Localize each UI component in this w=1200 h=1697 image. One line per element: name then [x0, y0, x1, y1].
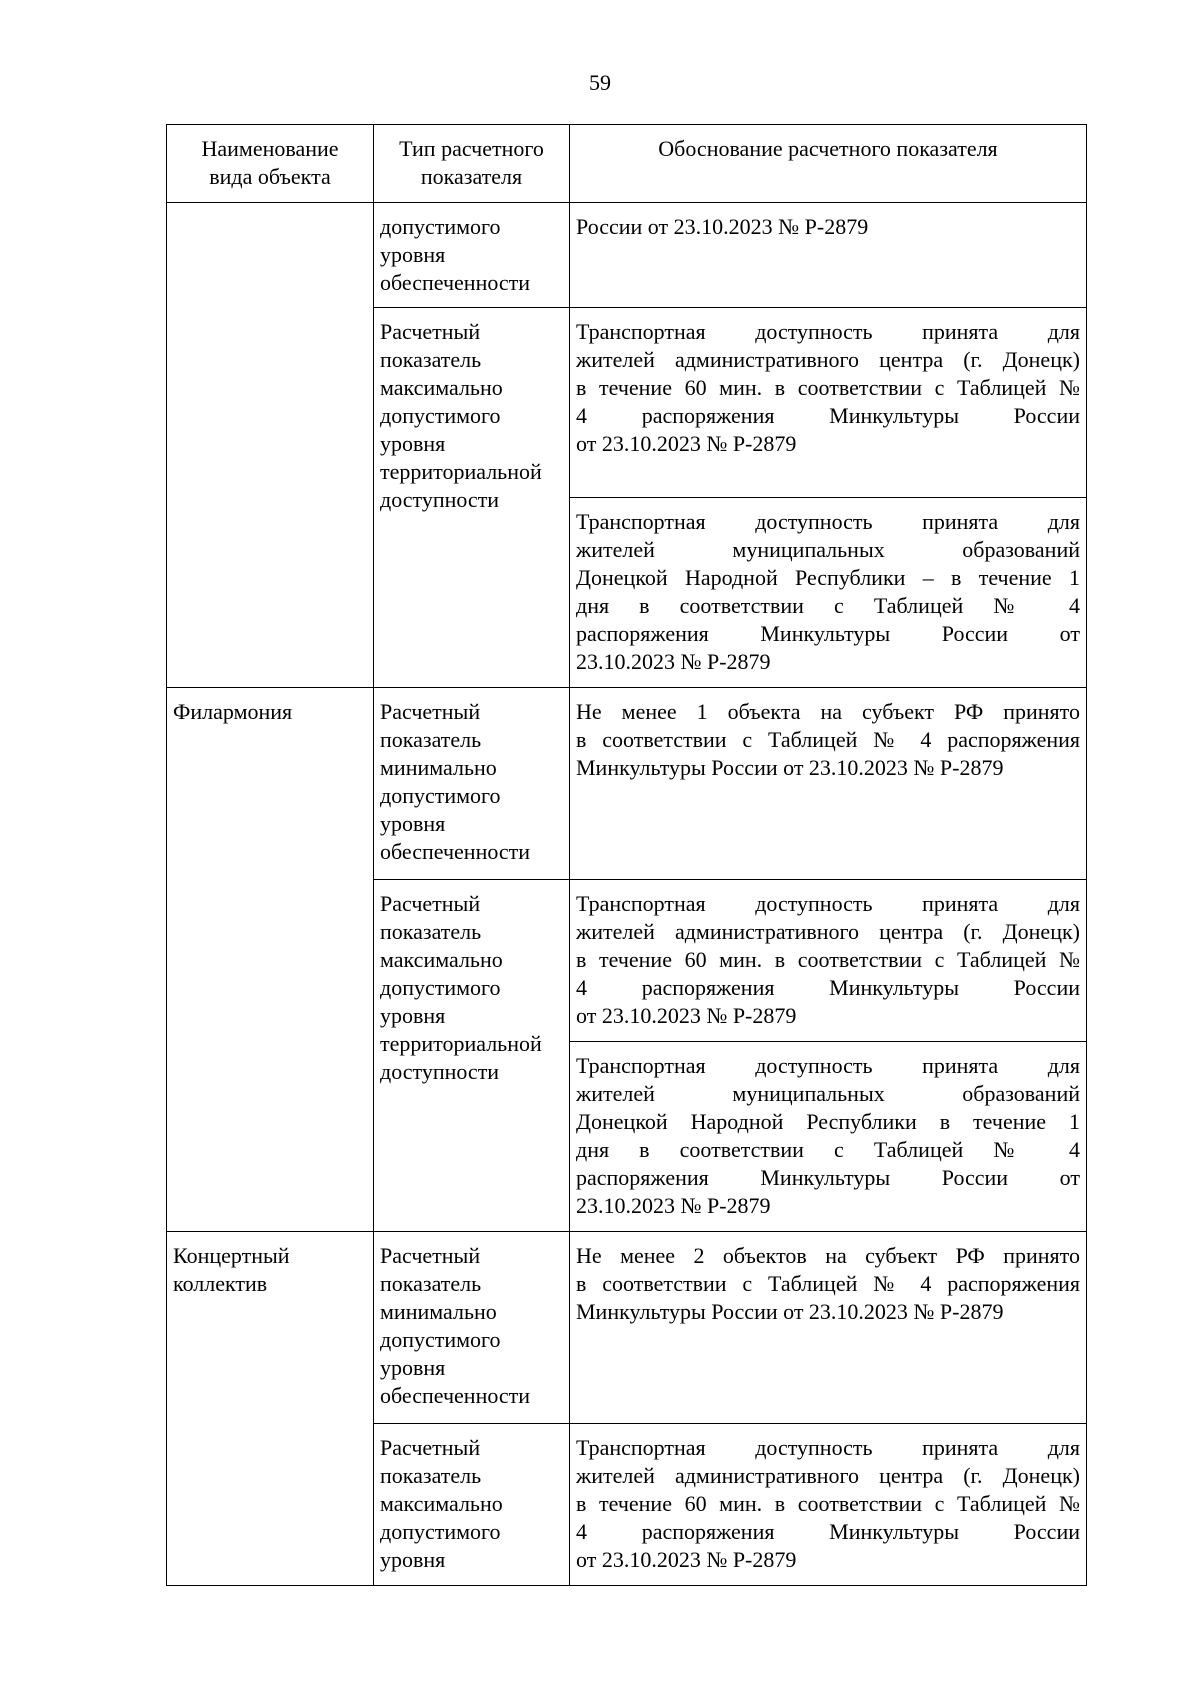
text-line: жителей муниципальных образований	[576, 1081, 1080, 1106]
text-line: от 23.10.2023 № Р-2879	[576, 1547, 797, 1572]
text-line: уровня	[380, 811, 446, 836]
text-line: допустимого	[380, 975, 501, 1000]
text-line: Донецкой Народной Республики в течение 1	[576, 1109, 1080, 1134]
text-line: Расчетный	[380, 699, 481, 724]
text-line: Транспортная доступность принята для	[576, 509, 1080, 534]
text-line: Транспортная доступность принята для	[576, 1053, 1080, 1078]
text-line: максимально	[380, 375, 503, 400]
table-row	[167, 1232, 1087, 1424]
object-name-line: коллектив	[173, 1271, 268, 1296]
indicator-type-cell	[374, 203, 570, 308]
header-basis	[570, 125, 1087, 203]
object-name: Филармония	[173, 699, 293, 724]
text-line: 4 распоряжения Минкультуры России	[576, 403, 1080, 428]
object-name-cell	[167, 1232, 374, 1586]
header-line: Наименование	[201, 136, 339, 161]
text-line: Расчетный	[380, 1243, 481, 1268]
object-cell-continued	[167, 203, 374, 688]
text-line: минимально	[380, 1299, 497, 1324]
basis-cell	[570, 688, 1087, 880]
text-line: обеспеченности	[380, 270, 531, 295]
text-line: допустимого	[380, 403, 501, 428]
page-number: 59	[589, 70, 611, 95]
text-line: от 23.10.2023 № Р-2879	[576, 431, 797, 456]
text-line: территориальной	[380, 459, 542, 484]
text-line: Минкультуры России от 23.10.2023 № Р-2879	[576, 755, 1004, 780]
text-line: в соответствии с Таблицей № 4 распоряжения	[576, 1271, 1080, 1296]
text-line: Расчетный	[380, 1435, 481, 1460]
table-row	[167, 688, 1087, 880]
text-line: уровня	[380, 1003, 446, 1028]
text-line: Не менее 1 объекта на субъект РФ принято	[576, 699, 1080, 724]
text-line: в соответствии с Таблицей № 4 распоряжения	[576, 727, 1080, 752]
text-line: жителей муниципальных образований	[576, 537, 1080, 562]
object-name-cell	[167, 688, 374, 1232]
basis-cell	[570, 1424, 1087, 1586]
text-line: Минкультуры России от 23.10.2023 № Р-2879	[576, 1299, 1004, 1324]
indicator-type-cell	[374, 880, 570, 1232]
basis-cell	[570, 1042, 1087, 1232]
indicator-type-cell	[374, 1232, 570, 1424]
text-line: уровня	[380, 1355, 446, 1380]
text-line: максимально	[380, 947, 503, 972]
text-line: от 23.10.2023 № Р-2879	[576, 1003, 797, 1028]
text-line: территориальной	[380, 1031, 542, 1056]
text-line: доступности	[380, 1059, 500, 1084]
header-line: Тип расчетного	[399, 136, 544, 161]
text-line: распоряжения Минкультуры России от	[576, 621, 1080, 646]
text-line: Транспортная доступность принята для	[576, 891, 1080, 916]
text-line: в течение 60 мин. в соответствии с Таблицей №	[576, 947, 1080, 972]
header-object-name	[167, 125, 374, 203]
text-line: России от 23.10.2023 № Р-2879	[576, 214, 869, 239]
basis-cell	[570, 308, 1087, 498]
text-line: Транспортная доступность принята для	[576, 1435, 1080, 1460]
text-line: показатель	[380, 347, 482, 372]
text-line: жителей административного центра (г. Донецк)	[576, 919, 1080, 944]
text-line: распоряжения Минкультуры России от	[576, 1165, 1080, 1190]
indicators-table	[166, 124, 1087, 1586]
text-line: в течение 60 мин. в соответствии с Таблицей №	[576, 1491, 1080, 1516]
basis-cell	[570, 498, 1087, 688]
text-line: допустимого	[380, 214, 501, 239]
header-line: вида объекта	[209, 164, 331, 189]
text-line: обеспеченности	[380, 1383, 531, 1408]
indicator-type-cell	[374, 1424, 570, 1586]
header-indicator-type	[374, 125, 570, 203]
text-line: показатель	[380, 1463, 482, 1488]
text-line: 23.10.2023 № Р-2879	[576, 1193, 771, 1218]
object-name-line: Концертный	[173, 1243, 290, 1268]
text-line: Расчетный	[380, 319, 481, 344]
text-line: дня в соответствии с Таблицей № 4	[576, 593, 1080, 618]
table-header-row	[167, 125, 1087, 203]
text-line: уровня	[380, 431, 446, 456]
text-line: Транспортная доступность принята для	[576, 319, 1080, 344]
text-line: Донецкой Народной Республики – в течение 1	[576, 565, 1080, 590]
indicator-type-cell	[374, 308, 570, 688]
text-line: уровня	[380, 242, 446, 267]
text-line: дня в соответствии с Таблицей № 4	[576, 1137, 1080, 1162]
table-row	[167, 203, 1087, 308]
text-line: 23.10.2023 № Р-2879	[576, 649, 771, 674]
text-line: 4 распоряжения Минкультуры России	[576, 1519, 1080, 1544]
header-line: Обоснование расчетного показателя	[658, 136, 998, 161]
basis-cell	[570, 203, 1087, 308]
indicator-type-cell	[374, 688, 570, 880]
basis-cell	[570, 1232, 1087, 1424]
text-line: доступности	[380, 487, 500, 512]
text-line: показатель	[380, 1271, 482, 1296]
text-line: уровня	[380, 1547, 446, 1572]
text-line: допустимого	[380, 1519, 501, 1544]
text-line: показатель	[380, 919, 482, 944]
text-line: показатель	[380, 727, 482, 752]
text-line: максимально	[380, 1491, 503, 1516]
text-line: Расчетный	[380, 891, 481, 916]
text-line: Не менее 2 объектов на субъект РФ принято	[576, 1243, 1080, 1268]
text-line: допустимого	[380, 783, 501, 808]
text-line: 4 распоряжения Минкультуры России	[576, 975, 1080, 1000]
text-line: минимально	[380, 755, 497, 780]
basis-cell	[570, 880, 1087, 1042]
text-line: в течение 60 мин. в соответствии с Таблицей №	[576, 375, 1080, 400]
text-line: жителей административного центра (г. Донецк)	[576, 347, 1080, 372]
text-line: обеспеченности	[380, 839, 531, 864]
text-line: жителей административного центра (г. Донецк)	[576, 1463, 1080, 1488]
text-line: допустимого	[380, 1327, 501, 1352]
header-line: показателя	[420, 164, 523, 189]
